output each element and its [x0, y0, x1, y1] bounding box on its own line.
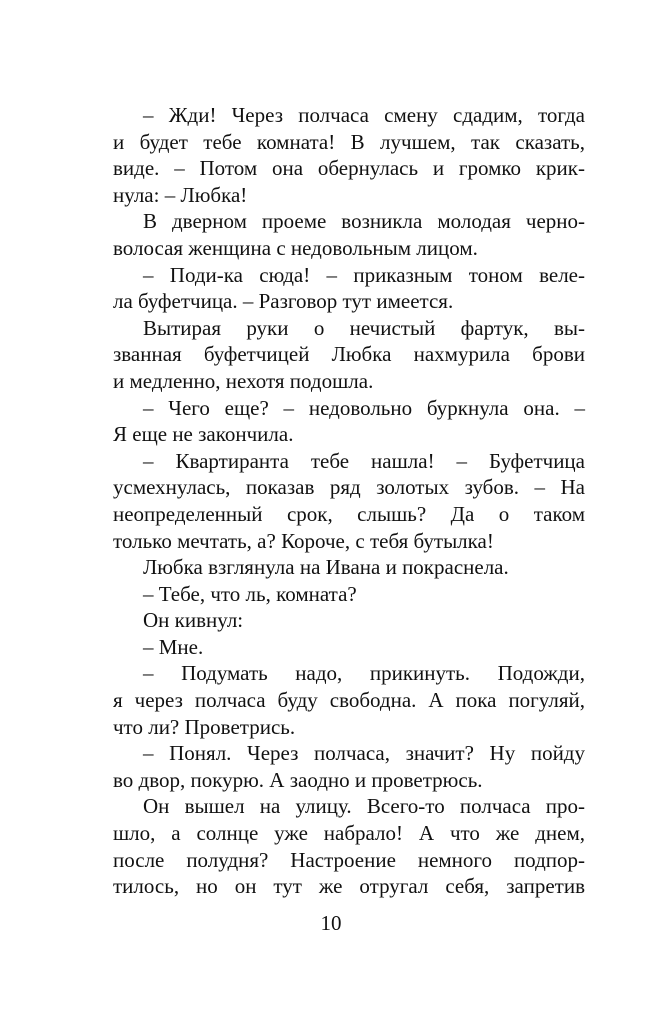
text-line: – Чего еще? – недовольно буркнула она. –	[143, 395, 585, 420]
text-line: во двор, покурю. А заодно и проветрюсь.	[113, 767, 483, 792]
text-line: виде. – Потом она обернулась и громко крик-	[113, 156, 585, 181]
text-line: – Понял. Через полчаса, значит? Ну пойду	[143, 741, 585, 766]
text-line: тилось, но он тут же отругал себя, запретив	[113, 874, 585, 899]
text-line: Вытирая руки о нечистый фартук, вы-	[143, 315, 585, 340]
text-line: я через полчаса буду свободна. А пока погуляй,	[113, 688, 585, 713]
text-line: неопределенный срок, слышь? Да о таком	[113, 501, 585, 526]
text-line: волосая женщина с недовольным лицом.	[113, 235, 478, 260]
text-line: В дверном проеме возникла молодая черно-	[143, 209, 585, 234]
text-line: ла буфетчица. – Разговор тут имеется.	[113, 289, 454, 314]
text-line: шло, а солнце уже набрало! А что же днем,	[113, 821, 585, 846]
body-text	[113, 102, 585, 900]
text-line: – Подумать надо, прикинуть. Подожди,	[143, 661, 585, 686]
text-line: Он вышел на улицу. Всего-то полчаса про-	[143, 794, 585, 819]
text-line: что ли? Проветрись.	[113, 714, 296, 739]
text-line: и медленно, нехотя подошла.	[113, 368, 374, 393]
text-line: нула: – Любка!	[113, 182, 248, 207]
text-line: Я еще не закончила.	[113, 422, 294, 447]
text-line: Он кивнул:	[143, 608, 244, 633]
text-line: Любка взглянула на Ивана и покраснела.	[143, 555, 509, 580]
text-line: усмехнулась, показав ряд золотых зубов. – На	[113, 475, 585, 500]
text-line: и будет тебе комната! В лучшем, так сказать,	[113, 129, 585, 154]
text-line: – Тебе, что ль, комната?	[143, 581, 357, 606]
text-line: – Квартиранта тебе нашла! – Буфетчица	[143, 448, 585, 473]
text-line: – Поди-ка сюда! – приказным тоном веле-	[143, 262, 585, 287]
text-line: – Мне.	[143, 634, 204, 659]
text-line: – Жди! Через полчаса смену сдадим, тогда	[143, 103, 585, 127]
text-line: только мечтать, а? Короче, с тебя бутылка!	[113, 528, 494, 553]
page-number: 10	[320, 911, 342, 935]
text-line: после полудня? Настроение немного подпор-	[113, 847, 585, 872]
text-line: званная буфетчицей Любка нахмурила брови	[113, 342, 585, 367]
